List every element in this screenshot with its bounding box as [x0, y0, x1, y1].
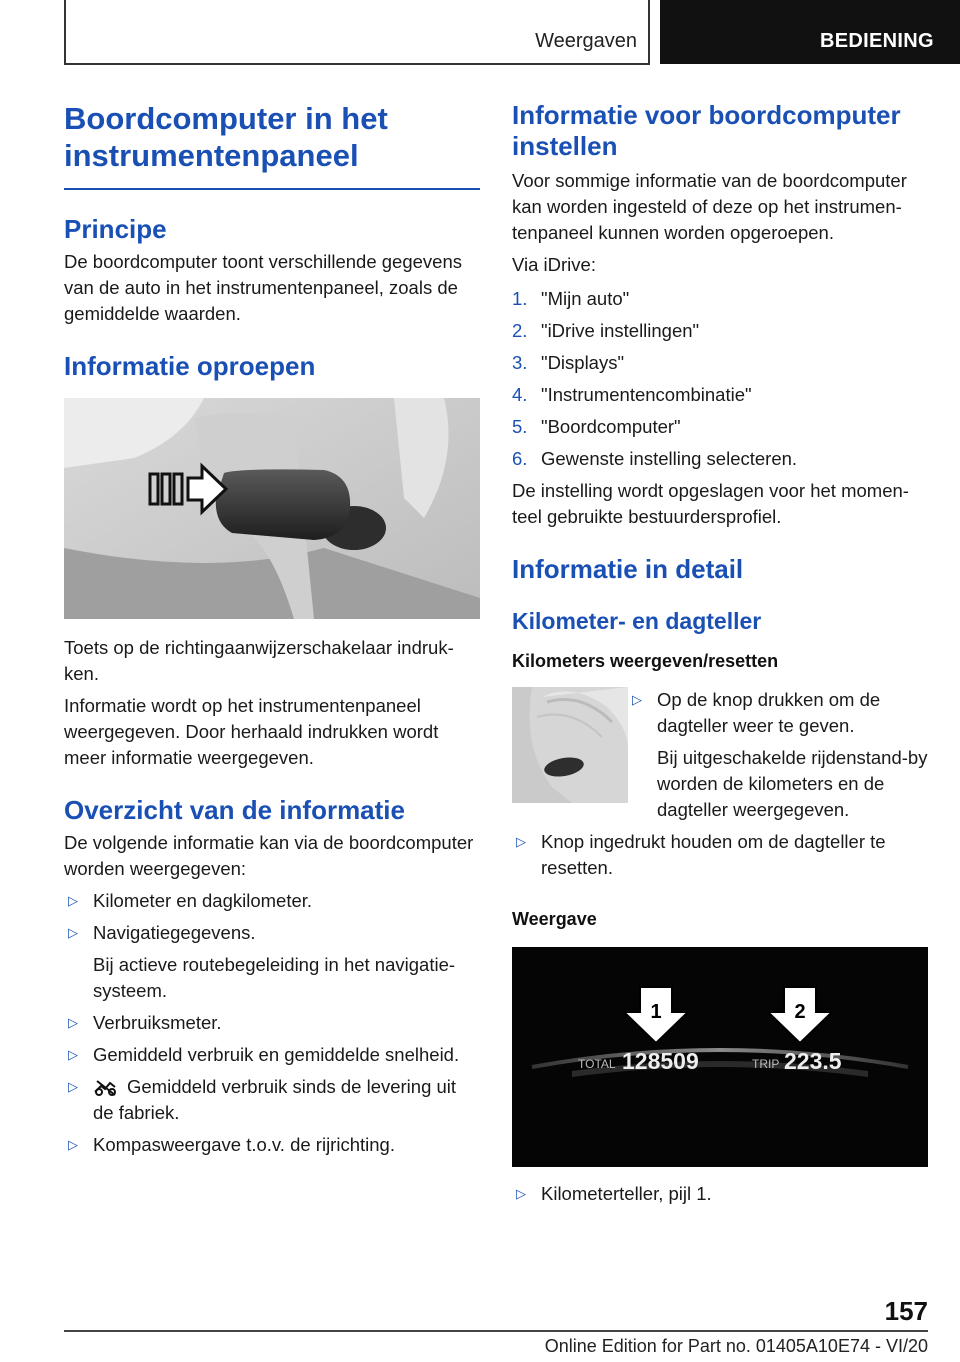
right-column — [512, 100, 928, 1207]
page-number: 157 — [884, 1296, 928, 1326]
step-item: 2. "iDrive instellingen" — [512, 320, 700, 341]
header-rule — [64, 0, 66, 64]
call-text-2: Informatie wordt op het instrumentenpaneel weergegeven. Door herhaald indrukken wordt meer informatie weergegeven. — [64, 695, 439, 768]
title-rule — [64, 188, 480, 190]
step-item: 6. Gewenste instelling selecteren. — [512, 448, 798, 469]
overview-heading: Overzicht van de informatie — [64, 795, 405, 825]
header-chapter: BEDIENING — [660, 0, 960, 64]
list-item: ▷ Kompasweergave t.o.v. de rijrichting. — [64, 1132, 480, 1158]
step-item: 1. "Mijn auto" — [512, 288, 630, 309]
page-title-line2: instrumentenpaneel — [64, 138, 359, 173]
list-item: ▷ Verbruiksmeter. — [64, 1010, 480, 1036]
footer-edition: Online Edition for Part no. 01405A10E74 - VI/20 — [544, 1336, 928, 1356]
bullet-triangle-icon: ▷ — [68, 1137, 78, 1152]
odometer-subheading: Kilometers weergeven/resetten — [512, 651, 779, 671]
odometer-button-block — [512, 687, 928, 823]
list-item-sub: Bij actieve routebegeleiding in het navigatiesysteem. — [93, 954, 456, 1001]
header-separator — [648, 0, 650, 64]
settings-text: Voor sommige informatie van de boordcomputer kan worden ingesteld of deze op het instrumentenpaneel kunnen worden opgeroepen. — [512, 170, 907, 243]
arrow-2-label: 2 — [794, 1001, 806, 1023]
bullet-triangle-icon: ▷ — [632, 692, 642, 707]
step-item: 5. "Boordcomputer" — [512, 416, 681, 437]
total-label: TOTAL — [578, 1057, 616, 1071]
turn-signal-switch-image — [64, 398, 480, 619]
list-item: ▷ Kilometer en dagkilometer. — [64, 888, 480, 914]
bullet-triangle-icon: ▷ — [68, 1079, 78, 1094]
bullet-triangle-icon: ▷ — [68, 1015, 78, 1030]
saved-text: De instelling wordt opgeslagen voor het momenteel gebruikte bestuurdersprofiel. — [512, 480, 909, 527]
arrow-1-label: 1 — [650, 1001, 662, 1023]
bullet-triangle-icon: ▷ — [68, 1047, 78, 1062]
bullet-triangle-icon: ▷ — [68, 925, 78, 940]
page-title — [64, 100, 480, 174]
call-heading: Informatie oproepen — [64, 351, 316, 381]
steps-list — [512, 286, 928, 472]
via-idrive: Via iDrive: — [512, 254, 596, 275]
page-title-line1: Boordcomputer in het — [64, 101, 388, 136]
info-list — [64, 888, 480, 1158]
list-item: ▷ Gemiddeld verbruik en gemiddelde snelheid. — [64, 1042, 480, 1068]
odometer-display-image — [512, 947, 928, 1167]
principle-heading: Principe — [64, 214, 167, 244]
overview-text: De volgende informatie kan via de boordcomputer worden weergegeven: — [64, 832, 474, 879]
bullet-triangle-icon: ▷ — [516, 1186, 526, 1201]
crossed-fuel-factory-icon — [93, 1078, 119, 1096]
footer-rule — [64, 1330, 928, 1332]
header-underline — [64, 63, 650, 65]
odometer-button-image — [512, 687, 628, 803]
left-column — [64, 100, 480, 1158]
list-item: ▷ Knop ingedrukt houden om de dagteller te resetten. — [516, 831, 886, 878]
trip-label: TRIP — [752, 1057, 780, 1071]
list-item: ▷ Gemiddeld verbruik sinds de levering uit de fabriek. — [68, 1076, 457, 1123]
list-item: ▷ Op de knop drukken om de dagteller weer te geven. Bij uitgeschakelde rijdenstand-by worden de kilometers en de dagteller weergegeven. — [628, 687, 928, 823]
bullet-triangle-icon: ▷ — [68, 893, 78, 908]
settings-heading: Informatie voor boordcomputer instellen — [512, 100, 901, 161]
trip-value: 223.5 — [784, 1048, 842, 1074]
call-text-1: Toets op de richtingaanwijzerschakelaar indrukken. — [64, 637, 454, 684]
step-item: 4. "Instrumentencombinatie" — [512, 384, 752, 405]
display-heading: Weergave — [512, 909, 597, 929]
list-item-sub: Bij uitgeschakelde rijdenstand-by worden de kilometers en de dagteller weergegeven. — [657, 747, 928, 820]
detail-heading: Informatie in detail — [512, 554, 744, 584]
odometer-heading: Kilometer- en dagteller — [512, 608, 762, 634]
total-value: 128509 — [622, 1048, 699, 1074]
odometer-steps — [628, 687, 928, 823]
header-section: Weergaven — [535, 30, 637, 52]
list-item: ▷ Kilometerteller, pijl 1. — [512, 1181, 928, 1207]
list-item: ▷ Navigatiegegevens. Bij actieve routebegeleiding in het navigatiesysteem. — [64, 920, 480, 1004]
step-item: 3. "Displays" — [512, 352, 625, 373]
bullet-triangle-icon: ▷ — [516, 834, 526, 849]
principle-text: De boordcomputer toont verschillende gegevens van de auto in het instrumentenpaneel, zoals de gemiddelde waarden. — [64, 251, 462, 324]
